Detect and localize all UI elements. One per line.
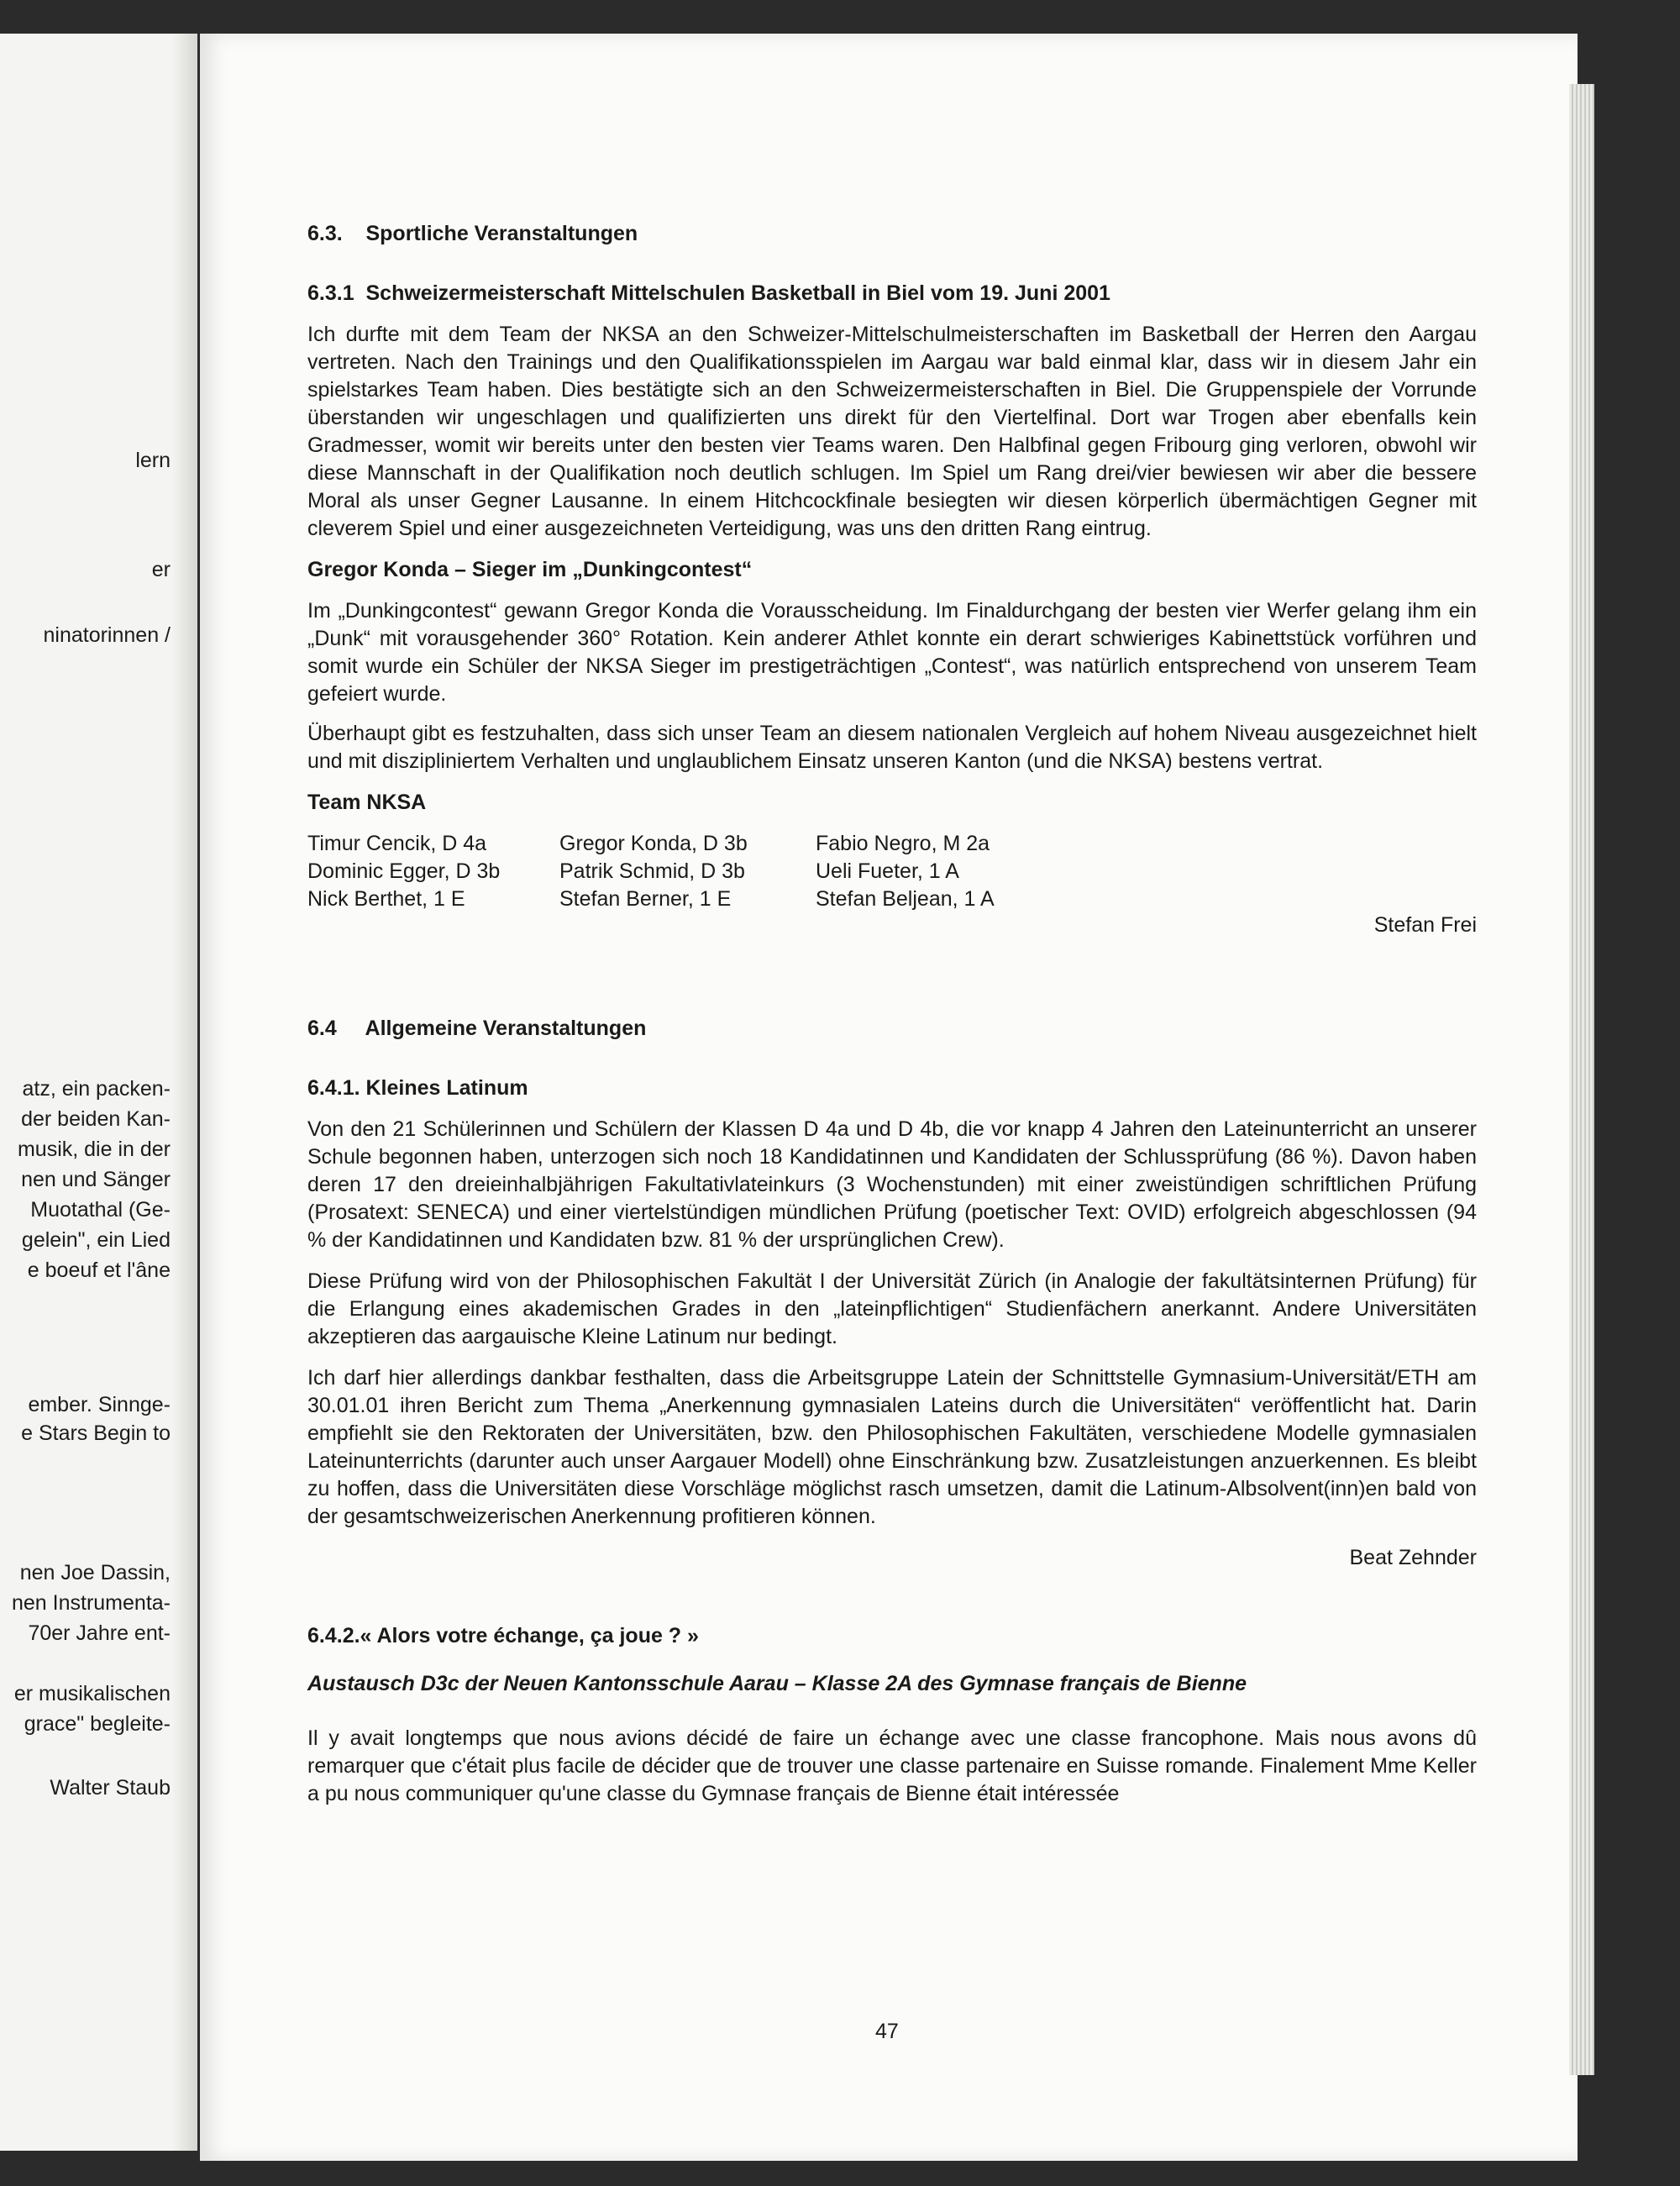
paragraph: Überhaupt gibt es festzuhalten, dass sich unser Team an diesem nationalen Vergleich auf hohem Niveau ausgezeichnet hielt und mit diszipliniertem Verhalten und unglaublichem Einsatz unseren Kanton (und die NKSA) bestens vertrat. xyxy=(307,722,1477,773)
left-page-text: er xyxy=(151,558,171,581)
team-heading: Team NKSA xyxy=(307,791,427,814)
left-page-text: Walter Staub xyxy=(50,1776,171,1800)
team-member: Dominic Egger, D 3b xyxy=(307,859,501,883)
left-page-text: Muotathal (Ge- xyxy=(30,1198,171,1222)
team-list xyxy=(307,830,1477,913)
paragraph: Von den 21 Schülerinnen und Schülern der Klassen D 4a und D 4b, die vor knapp 4 Jahren den Lateinunterricht an unserer Schule begonnen haben, unterzogen sich noch 18 Kandidatinnen und Kandidaten der Schlussprüfung (86 %). Davon haben deren 17 den dreieinhalbjährigen Fakultativlateinkurs (3 Wochenstunden) mit einer zweistündigen schriftlichen Prüfung (Prosatext: SENECA) und einer viertelstündigen mündlichen Prüfung (poetischer Text: OVID) erfolgreich abgeschlossen (94 % der Kandidatinnen und Kandidaten bzw. 81 % der ursprünglichen Crew). xyxy=(307,1117,1477,1252)
team-member: Stefan Berner, 1 E xyxy=(559,887,732,911)
subsection-heading: 6.4.2.« Alors votre échange, ça joue ? » xyxy=(307,1624,699,1647)
left-page-text: gelein", ein Lied xyxy=(21,1228,171,1252)
paragraph: Ich durfte mit dem Team der NKSA an den Schweizer-Mittelschulmeisterschaften im Basketball der Herren den Aargau vertreten. Nach den Trainings und den Qualifikationsspielen im Aargau war bald einmal klar, dass wir in diesem Jahr ein spielstarkes Team haben. Dies bestätigte sich an den Schweizermeisterschaften in Biel. Die Gruppenspiele der Vorrunde überstanden wir ungeschlagen und qualifizierten uns direkt für den Viertelfinal. Dort war Trogen aber ebenfalls kein Gradmesser, womit wir bereits unter den besten vier Teams waren. Den Halbfinal gegen Fribourg ging verloren, obwohl wir diese Mannschaft in der Qualifikation noch deutlich schlugen. Im Spiel um Rang drei/vier bewiesen wir aber die bessere Moral als unser Gegner Lausanne. In einem Hitchcockfinale besiegten wir diesen körperlich übermächtigen Gegner mit cleverem Spiel und einer ausgezeichneten Verteidigung, was uns den dritten Rang eintrug. xyxy=(307,323,1477,540)
author-signature: Beat Zehnder xyxy=(1349,1546,1477,1569)
page-stack-edges xyxy=(1569,84,1594,2075)
left-page xyxy=(0,34,197,2151)
left-page-text: 70er Jahre ent- xyxy=(28,1621,171,1645)
team-member: Nick Berthet, 1 E xyxy=(307,887,465,911)
page-number: 47 xyxy=(875,2020,899,2043)
left-page-text: ninatorinnen / xyxy=(43,623,171,647)
left-page-text: atz, ein packen- xyxy=(22,1077,171,1101)
subsection-heading: 6.3.1 Schweizermeisterschaft Mittelschulen Basketball in Biel vom 19. Juni 2001 xyxy=(307,281,1110,305)
left-page-text: e Stars Begin to xyxy=(21,1421,171,1445)
left-page-text: nen und Sänger xyxy=(21,1168,171,1191)
page-gutter xyxy=(172,34,197,2151)
team-member: Timur Cencik, D 4a xyxy=(307,832,487,855)
left-page-text: nen Joe Dassin, xyxy=(19,1561,171,1584)
left-page-text: nen Instrumenta- xyxy=(12,1591,171,1615)
left-page-text: grace" begleite- xyxy=(24,1712,171,1736)
team-member: Gregor Konda, D 3b xyxy=(559,832,748,855)
team-member: Fabio Negro, M 2a xyxy=(816,832,990,855)
left-page-text: lern xyxy=(135,449,171,472)
left-page-text: musik, die in der xyxy=(17,1138,171,1161)
left-page-text: ember. Sinnge- xyxy=(28,1393,171,1416)
team-member: Ueli Fueter, 1 A xyxy=(816,859,959,883)
paragraph: Diese Prüfung wird von der Philosophischen Fakultät I der Universität Zürich (in Analogie der fakultätsinternen Prüfung) für die Erlangung eines akademischen Grades in den „lateinpflichtigen“ Studienfächern anerkannt. Andere Universitäten akzeptieren das aargauische Kleine Latinum nur bedingt. xyxy=(307,1269,1477,1348)
section-heading: 6.3. Sportliche Veranstaltungen xyxy=(307,222,638,245)
paragraph: Ich darf hier allerdings dankbar festhalten, dass die Arbeitsgruppe Latein der Schnittstelle Gymnasium-Universität/ETH am 30.01.01 ihren Bericht zum Thema „Anerkennung gymnasialen Lateins durch die Universitäten“ veröffentlicht hat. Darin empfiehlt sie den Rektoraten der Universitäten, bzw. den Philosophischen Fakultäten, verschiedene Modelle gymnasialen Lateinunterrichts (darunter auch unser Aargauer Modell) ohne Einschränkung bzw. Zusatzleistungen anzuerkennen. Es bleibt zu hoffen, dass die Universitäten diese Vorschläge möglichst rasch umsetzen, damit die Latinum-Albsolvent(inn)en bald von der gesamtschweizerischen Anerkennung profitieren können. xyxy=(307,1366,1477,1528)
dunking-heading: Gregor Konda – Sieger im „Dunkingcontest“ xyxy=(307,558,753,581)
team-member: Patrik Schmid, D 3b xyxy=(559,859,745,883)
left-page-text: e boeuf et l'âne xyxy=(27,1259,171,1282)
author-signature: Stefan Frei xyxy=(1373,913,1477,937)
subsection-subheading: Austausch D3c der Neuen Kantonsschule Aarau – Klasse 2A des Gymnase français de Bienne xyxy=(307,1672,1247,1695)
team-member: Stefan Beljean, 1 A xyxy=(816,887,995,911)
left-page-text: er musikalischen xyxy=(13,1682,171,1705)
paragraph: Im „Dunkingcontest“ gewann Gregor Konda die Vorausscheidung. Im Finaldurchgang der besten vier Werfer gelang ihm ein „Dunk“ mit vorausgehender 360° Rotation. Kein anderer Athlet konnte ein derart schwieriges Kabinettstück vorführen und somit wurde ein Schüler der NKSA Sieger im prestigeträchtigen „Contest“, was natürlich entsprechend von unserem Team gefeiert wurde. xyxy=(307,599,1477,706)
left-page-text: der beiden Kan- xyxy=(21,1107,171,1131)
page-content xyxy=(307,220,1477,1808)
paragraph: Il y avait longtemps que nous avions décidé de faire un échange avec une classe francophone. Mais nous avons dû remarquer que c'était plus facile de décider que de trouver une classe partenaire en Suisse romande. Finalement Mme Keller a pu nous communiquer qu'une classe du Gymnase français de Bienne était intéressée xyxy=(307,1726,1477,1805)
section-heading: 6.4 Allgemeine Veranstaltungen xyxy=(307,1017,647,1040)
subsection-heading: 6.4.1. Kleines Latinum xyxy=(307,1076,528,1100)
